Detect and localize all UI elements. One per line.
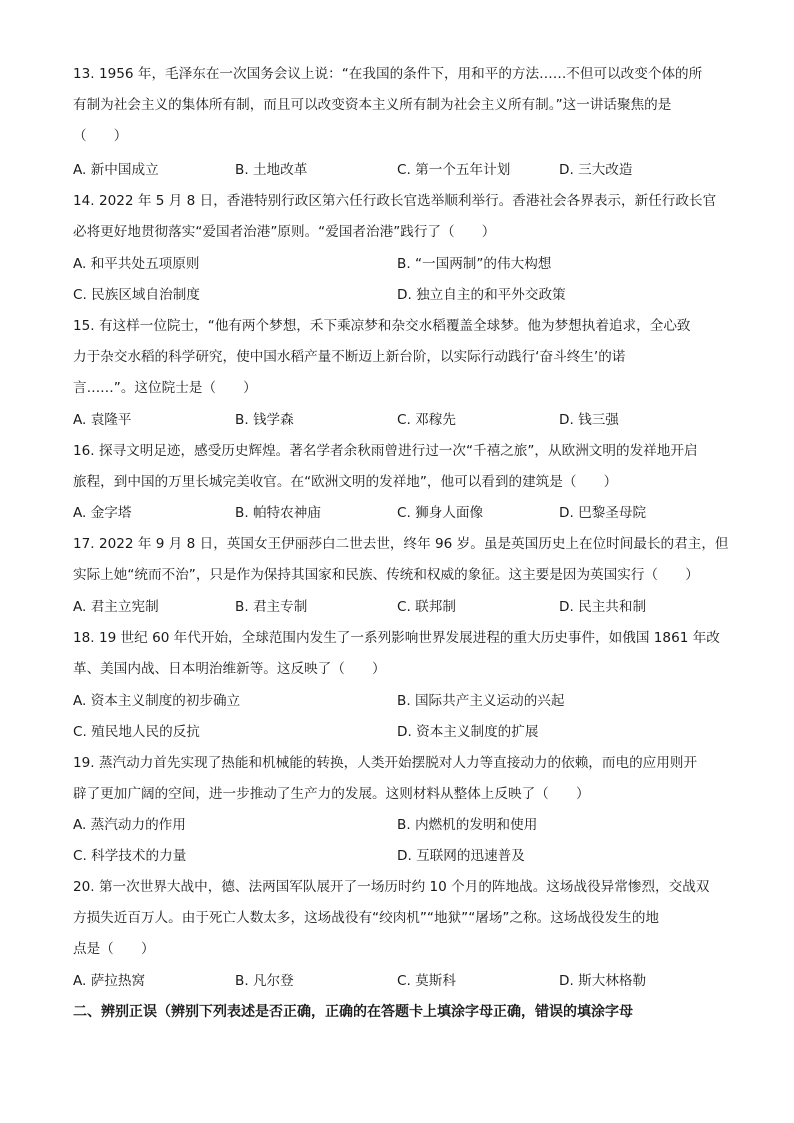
option-c[interactable]: C. 邓稼先 [397,412,456,428]
options-18-row1 [73,686,733,717]
option-a[interactable]: A. 金字塔 [73,505,132,521]
options-17 [73,592,733,623]
option-b[interactable]: B. “一国两制”的伟大构想 [397,256,552,272]
option-b[interactable]: B. 凡尔登 [235,973,294,989]
question-text-line: 16. 探寻文明足迹，感受历史辉煌。著名学者余秋雨曾进行过一次“千禧之旅”，从欧洲文明的发祥地开启 [73,443,698,459]
option-b[interactable]: B. 君主专制 [235,599,308,615]
question-16 [73,436,733,498]
question-text-line: 革、美国内战、日本明治维新等。这反映了（ ） [73,661,386,678]
question-text-line: 18. 19 世纪 60 年代开始，全球范围内发生了一系列影响世界发展进程的重大历史事件，如俄国 1861 年改 [73,630,720,646]
option-a[interactable]: A. 新中国成立 [73,162,159,178]
question-text-line: 17. 2022 年 9 月 8 日，英国女王伊丽莎白二世去世，终年 96 岁。虽是英国历史上在位时间最长的君主，但 [73,536,729,552]
question-text-line: （ ） [73,128,128,145]
question-text-line: 言……”。这位院士是（ ） [73,380,257,397]
option-b[interactable]: B. 钱学森 [235,412,294,428]
options-13 [73,155,733,186]
option-d[interactable]: D. 独立自主的和平外交政策 [397,287,566,303]
question-18 [73,623,733,685]
option-d[interactable]: D. 斯大林格勒 [559,973,647,989]
option-c[interactable]: C. 联邦制 [397,599,456,615]
question-text-line: 必将更好地贯彻落实“爱国者治港”原则。“爱国者治港”践行了（ ） [73,224,496,241]
options-18-row2 [73,717,733,748]
question-text-line: 辟了更加广阔的空间，进一步推动了生产力的发展。这则材料从整体上反映了（ ） [73,786,590,803]
option-c[interactable]: C. 科学技术的力量 [73,848,187,864]
option-c[interactable]: C. 莫斯科 [397,973,456,989]
option-a[interactable]: A. 蒸汽动力的作用 [73,817,186,833]
option-d[interactable]: D. 民主共和制 [559,599,647,615]
question-19 [73,748,733,810]
option-d[interactable]: D. 巴黎圣母院 [559,505,647,521]
question-13 [73,59,733,153]
option-d[interactable]: D. 三大改造 [559,162,633,178]
option-b[interactable]: B. 土地改革 [235,162,308,178]
option-b[interactable]: B. 内燃机的发明和使用 [397,817,538,833]
question-text-line: 20. 第一次世界大战中，德、法两国军队展开了一场历时约 10 个月的阵地战。这场战役异常惨烈，交战双 [73,879,710,895]
option-c[interactable]: C. 殖民地人民的反抗 [73,724,200,740]
question-text-line: 力于杂交水稻的科学研究，使中国水稻产量不断迈上新台阶，以实际行动践行‘奋斗终生’的诺 [73,349,626,366]
question-text-line: 有制为社会主义的集体所有制，而且可以改变资本主义所有制为社会主义所有制。”这一讲话聚焦的是 [73,97,672,114]
option-c[interactable]: C. 第一个五年计划 [397,162,511,178]
section-heading: 二、辨别正误（辨别下列表述是否正确，正确的在答题卡上填涂字母正确，错误的填涂字母 [73,1004,633,1020]
options-19-row1 [73,810,733,841]
question-20 [73,872,733,966]
question-15 [73,311,733,405]
option-b[interactable]: B. 国际共产主义运动的兴起 [397,693,565,709]
question-text-line: 14. 2022 年 5 月 8 日，香港特别行政区第六任行政长官选举顺利举行。香港社会各界表示，新任行政长官 [73,193,717,209]
option-c[interactable]: C. 民族区域自治制度 [73,287,200,303]
options-19-row2 [73,841,733,872]
option-a[interactable]: A. 君主立宪制 [73,599,159,615]
question-text-line: 点是（ ） [73,941,155,958]
option-a[interactable]: A. 和平共处五项原则 [73,256,200,272]
options-16 [73,498,733,529]
question-17 [73,529,733,591]
options-14-row2 [73,280,733,311]
option-a[interactable]: A. 袁隆平 [73,412,132,428]
question-text-line: 旅程，到中国的万里长城完美收官。在“欧洲文明的发祥地”，他可以看到的建筑是（ ） [73,474,618,491]
options-20 [73,966,733,997]
question-text-line: 实际上她“统而不治”，只是作为保持其国家和民族、传统和权威的象征。这主要是因为英国实行（ ） [73,567,699,584]
option-d[interactable]: D. 资本主义制度的扩展 [397,724,539,740]
question-text-line: 方损失近百万人。由于死亡人数太多，这场战役有“绞肉机”“地狱”“屠场”之称。这场战役发生的地 [73,910,660,927]
option-c[interactable]: C. 狮身人面像 [397,505,484,521]
options-14-row1 [73,249,733,280]
options-15 [73,405,733,436]
option-d[interactable]: D. 互联网的迅速普及 [397,848,525,864]
question-text-line: 15. 有这样一位院士，“他有两个梦想，禾下乘凉梦和杂交水稻覆盖全球梦。他为梦想执着追求，全心致 [73,318,691,334]
option-a[interactable]: A. 资本主义制度的初步确立 [73,693,241,709]
question-text-line: 19. 蒸汽动力首先实现了热能和机械能的转换，人类开始摆脱对人力等直接动力的依赖，而电的应用则开 [73,755,698,771]
option-b[interactable]: B. 帕特农神庙 [235,505,321,521]
question-14 [73,186,733,248]
option-d[interactable]: D. 钱三强 [559,412,619,428]
question-text-line: 13. 1956 年，毛泽东在一次国务会议上说：“在我国的条件下，用和平的方法……不但可以改变个体的所 [73,66,703,82]
option-a[interactable]: A. 萨拉热窝 [73,973,146,989]
